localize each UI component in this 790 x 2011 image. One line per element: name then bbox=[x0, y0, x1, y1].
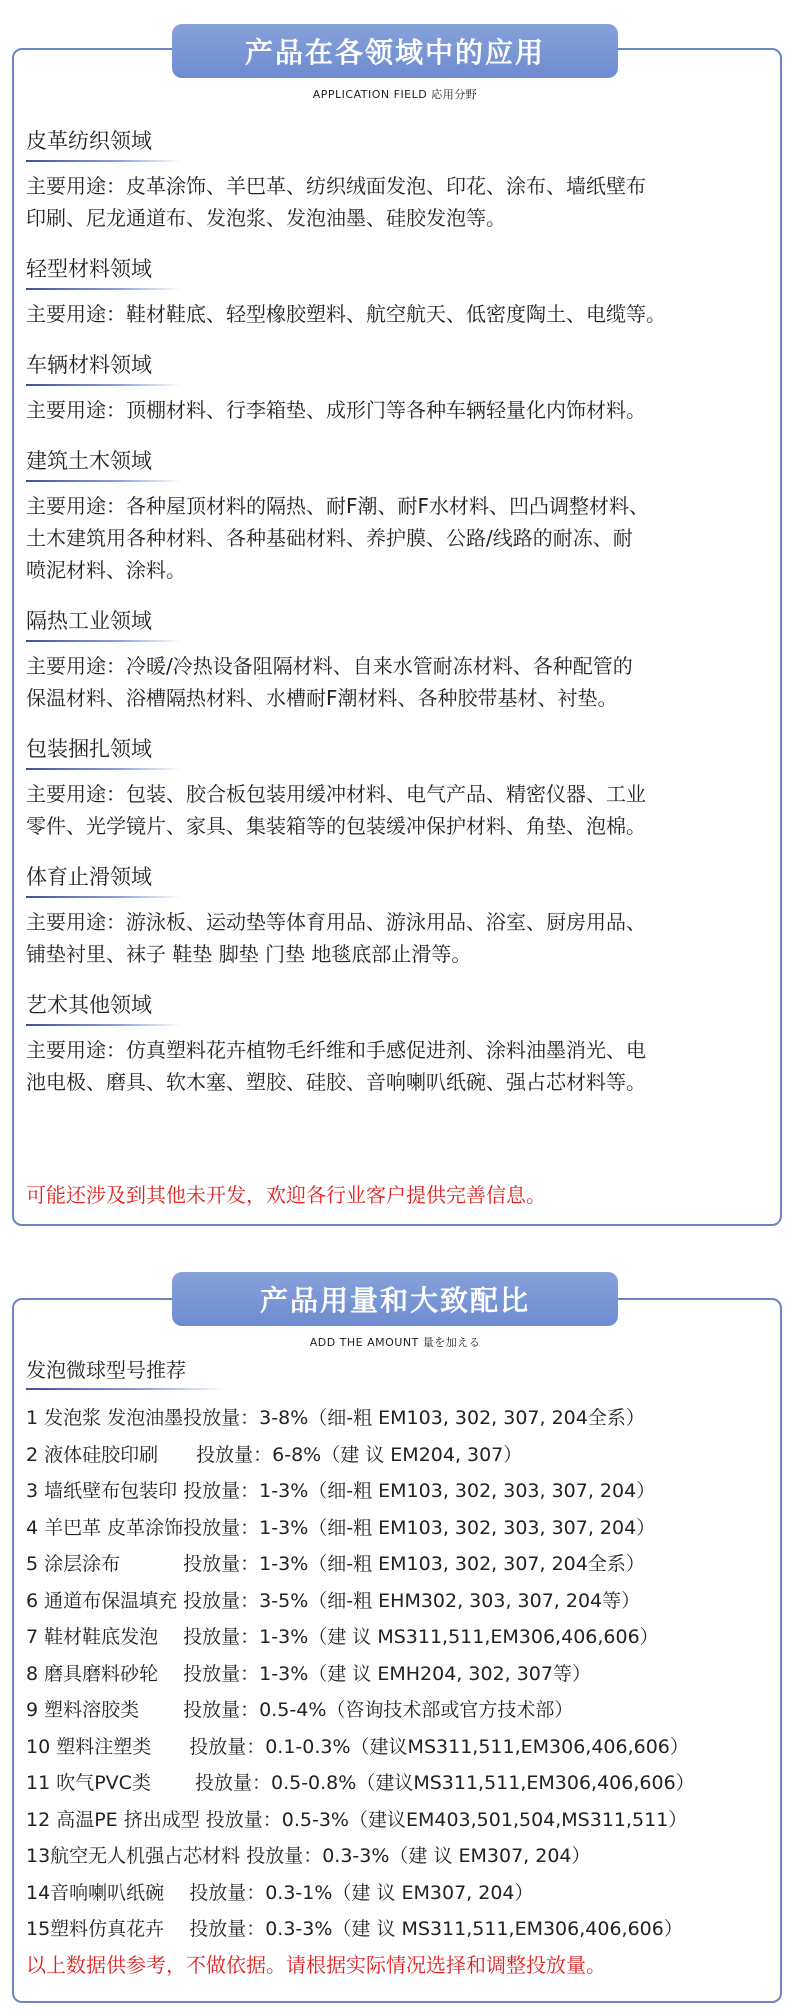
application-note: 可能还涉及到其他未开发，欢迎各行业客户提供完善信息。 bbox=[26, 1183, 546, 1207]
field-divider bbox=[26, 896, 181, 898]
field-divider bbox=[26, 288, 181, 290]
field-usage: 主要用途：顶棚材料、行李箱垫、成形门等各种车辆轻量化内饰材料。 bbox=[26, 398, 646, 422]
dosage-row: 11 吹气PVC类 投放量：0.5-0.8%（建议MS311,511,EM306,406,606） bbox=[26, 1772, 695, 1794]
application-subtitle: APPLICATION FIELD 応用分野 bbox=[312, 88, 478, 101]
field-divider bbox=[26, 1024, 181, 1026]
dosage-row: 8 磨具磨料砂轮 投放量：1-3%（建 议 EMH204, 302, 307等） bbox=[26, 1662, 591, 1685]
field-usage: 主要用途：冷暖/冷热设备阻隔材料、自来水管耐冻材料、各种配管的 保温材料、浴槽隔热材料、水槽耐F潮材料、各种胶带基材、衬垫。 bbox=[26, 654, 633, 710]
field-usage: 主要用途：皮革涂饰、羊巴革、纺织绒面发泡、印花、涂布、墙纸壁布 印刷、尼龙通道布、发泡浆、发泡油墨、硅胶发泡等。 bbox=[26, 174, 646, 230]
dosage-heading: 发泡微球型号推荐 bbox=[26, 1358, 186, 1382]
field-item bbox=[26, 732, 786, 842]
dosage-row: 1 发泡浆 发泡油墨投放量：3-8%（细-粗 EM103, 302, 307, 204全系） bbox=[26, 1407, 645, 1429]
field-list bbox=[26, 124, 786, 1116]
field-item bbox=[26, 604, 786, 714]
field-divider bbox=[26, 160, 181, 162]
dosage-row: 4 羊巴革 皮革涂饰投放量：1-3%（细-粗 EM103, 302, 303, 307, 204） bbox=[26, 1516, 656, 1539]
dosage-row: 9 塑料溶胶类 投放量：0.5-4%（咨询技术部或官方技术部） bbox=[26, 1699, 574, 1721]
dosage-list bbox=[26, 1352, 786, 1980]
dosage-subtitle: ADD THE AMOUNT 量を加える bbox=[309, 1336, 481, 1349]
field-item bbox=[26, 124, 786, 234]
dosage-row: 14音响喇叭纸碗 投放量：0.3-1%（建 议 EM307, 204） bbox=[26, 1881, 534, 1904]
field-item bbox=[26, 860, 786, 970]
dosage-row: 10 塑料注塑类 投放量：0.1-0.3%（建议MS311,511,EM306,406,606） bbox=[26, 1735, 689, 1758]
dosage-row: 6 通道布保温填充 投放量：3-5%（细-粗 EHM302, 303, 307, 204等） bbox=[26, 1589, 641, 1612]
field-title: 皮革纺织领域 bbox=[26, 129, 152, 153]
dosage-title: 产品用量和大致配比 bbox=[172, 1272, 618, 1326]
field-usage: 主要用途：各种屋顶材料的隔热、耐F潮、耐F水材料、凹凸调整材料、 土木建筑用各种材料、各种基础材料、养护膜、公路/线路的耐冻、耐 喷泥材料、涂料。 bbox=[26, 494, 650, 582]
field-usage: 主要用途：游泳板、运动垫等体育用品、游泳用品、浴室、厨房用品、 铺垫衬里、袜子 鞋垫 脚垫 门垫 地毯底部止滑等。 bbox=[26, 910, 646, 966]
dosage-row: 5 涂层涂布 投放量：1-3%（细-粗 EM103, 302, 307, 204全系） bbox=[26, 1553, 645, 1575]
dosage-row: 2 液体硅胶印刷 投放量：6-8%（建 议 EM204, 307） bbox=[26, 1443, 523, 1466]
field-item bbox=[26, 444, 786, 586]
dosage-row: 13航空无人机强占芯材料 投放量：0.3-3%（建 议 EM307, 204） bbox=[26, 1845, 591, 1867]
field-usage: 主要用途：包装、胶合板包装用缓冲材料、电气产品、精密仪器、工业 零件、光学镜片、家具、集装箱等的包装缓冲保护材料、角垫、泡棉。 bbox=[26, 782, 646, 838]
field-item bbox=[26, 252, 786, 330]
dosage-note: 以上数据供参考，不做依据。请根据实际情况选择和调整投放量。 bbox=[26, 1952, 606, 1977]
field-title: 车辆材料领域 bbox=[26, 353, 152, 377]
field-title: 隔热工业领域 bbox=[26, 609, 152, 633]
field-item bbox=[26, 348, 786, 426]
field-title: 建筑土木领域 bbox=[26, 449, 152, 473]
field-divider bbox=[26, 480, 181, 482]
field-usage: 主要用途：鞋材鞋底、轻型橡胶塑料、航空航天、低密度陶土、电缆等。 bbox=[26, 302, 666, 326]
field-divider bbox=[26, 768, 181, 770]
application-title: 产品在各领域中的应用 bbox=[172, 24, 618, 78]
field-divider bbox=[26, 384, 181, 386]
dosage-row: 3 墙纸壁布包装印 投放量：1-3%（细-粗 EM103, 302, 303, 307, 204） bbox=[26, 1480, 656, 1502]
field-title: 轻型材料领域 bbox=[26, 257, 152, 281]
dosage-row: 12 高温PE 挤出成型 投放量：0.5-3%（建议EM403,501,504,MS311,511） bbox=[26, 1808, 688, 1831]
field-title: 包装捆扎领域 bbox=[26, 737, 152, 761]
field-title: 体育止滑领域 bbox=[26, 865, 152, 889]
field-title: 艺术其他领域 bbox=[26, 993, 152, 1017]
field-item bbox=[26, 988, 786, 1098]
dosage-row: 7 鞋材鞋底发泡 投放量：1-3%（建 议 MS311,511,EM306,406,606） bbox=[26, 1626, 659, 1648]
dosage-divider bbox=[26, 1388, 226, 1390]
field-divider bbox=[26, 640, 181, 642]
field-usage: 主要用途：仿真塑料花卉植物毛纤维和手感促进剂、涂料油墨消光、电 池电极、磨具、软木塞、塑胶、硅胶、音响喇叭纸碗、强占芯材料等。 bbox=[26, 1038, 646, 1094]
dosage-row: 15塑料仿真花卉 投放量：0.3-3%（建 议 MS311,511,EM306,406,606） bbox=[26, 1918, 683, 1940]
